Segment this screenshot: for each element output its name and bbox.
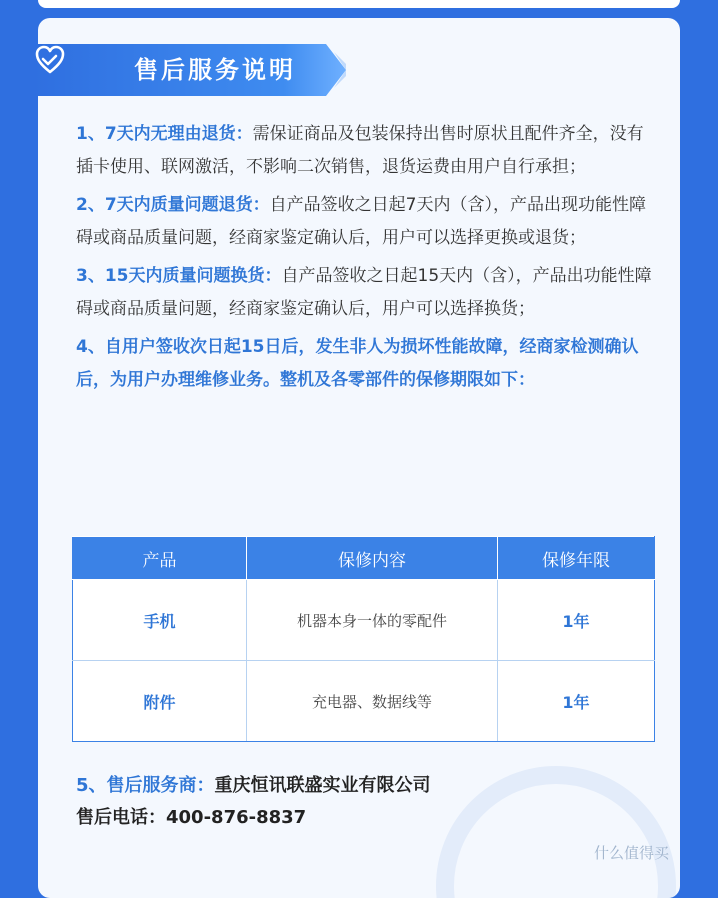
column-header-period: 保修年限: [498, 537, 655, 580]
cell-period: 1年: [498, 661, 655, 742]
phone-line: [76, 802, 676, 834]
table-header-row: [73, 537, 655, 580]
provider-line: [76, 770, 676, 802]
table-row: [73, 580, 655, 661]
policy-heading: 2、7天内质量问题退货：: [76, 195, 270, 215]
warranty-table: [72, 536, 655, 742]
table-row: [73, 661, 655, 742]
policy-list: [76, 118, 658, 402]
policy-item-quality-return: [76, 189, 658, 255]
column-header-product: 产品: [73, 537, 247, 580]
policy-heading: 4、自用户签收次日起15日后，发生非人为损坏性能故障，经商家检测确认后，为用户办理维修业务。整机及各零部件的保修期限如下：: [76, 337, 639, 390]
column-header-coverage: 保修内容: [247, 537, 498, 580]
cell-period: 1年: [498, 580, 655, 661]
policy-body: 需保证商品及包装保持出售时原状且配件齐全，没有插卡使用、联网激活，不影响二次销售，退货运费由用户自行承担；: [76, 124, 644, 177]
policy-heading: 1、7天内无理由退货：: [76, 124, 253, 144]
top-card-edge: [38, 0, 680, 8]
handshake-heart-icon: [34, 44, 66, 76]
cell-coverage: 机器本身一体的零配件: [247, 580, 498, 661]
policy-body: 自产品签收之日起7天内（含），产品出现功能性障碍或商品质量问题，经商家鉴定确认后，用户可以选择更换或退货；: [76, 195, 646, 248]
section-banner: [34, 44, 346, 96]
phone-label: 售后电话：: [76, 807, 166, 828]
policy-item-quality-exchange: [76, 260, 658, 326]
cell-coverage: 充电器、数据线等: [247, 661, 498, 742]
phone-number[interactable]: 400-876-8837: [166, 807, 307, 828]
cell-product: 手机: [73, 580, 247, 661]
policy-item-no-reason-return: [76, 118, 658, 184]
provider-label: 5、售后服务商：: [76, 775, 215, 796]
watermark-text: 什么值得买: [594, 844, 670, 862]
section-title: 售后服务说明: [134, 56, 296, 84]
service-provider-info: [76, 770, 676, 834]
provider-name: 重庆恒讯联盛实业有限公司: [214, 775, 431, 796]
policy-body: 自产品签收之日起15天内（含），产品出功能性障碍或商品质量问题，经商家鉴定确认后，用户可以选择换货；: [76, 266, 652, 319]
cell-product: 附件: [73, 661, 247, 742]
policy-heading: 3、15天内质量问题换货：: [76, 266, 282, 286]
policy-item-repair: [76, 331, 658, 397]
